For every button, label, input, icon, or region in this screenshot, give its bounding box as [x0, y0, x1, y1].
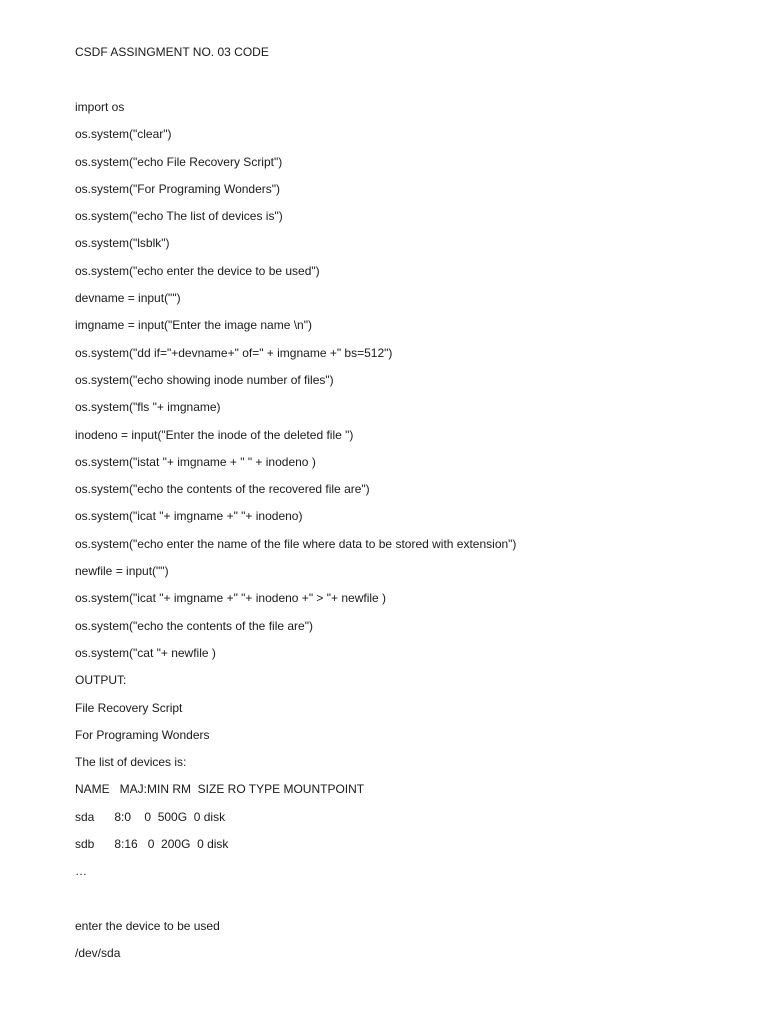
- code-line: os.system("echo the contents of the file are"): [75, 618, 313, 633]
- blank-line: [75, 891, 516, 918]
- output-line: sdb 8:16 0 200G 0 disk: [75, 837, 229, 852]
- code-line: os.system("lsblk"): [75, 236, 170, 251]
- output-line: sda 8:0 0 500G 0 disk: [75, 809, 226, 824]
- output-line: NAME MAJ:MIN RM SIZE RO TYPE MOUNTPOINT: [75, 782, 365, 797]
- code-line: os.system("For Programing Wonders"): [75, 181, 281, 196]
- code-line: newfile = input(""): [75, 564, 169, 579]
- output-line: The list of devices is:: [75, 755, 187, 770]
- document-title: CSDF ASSINGMENT NO. 03 CODE: [75, 45, 269, 59]
- code-line: os.system("cat "+ newfile ): [75, 645, 216, 660]
- output-line: enter the device to be used: [75, 918, 220, 933]
- output-line: …: [75, 864, 87, 879]
- code-line: inodeno = input("Enter the inode of the deleted file "): [75, 427, 354, 442]
- code-line: os.system("echo showing inode number of files"): [75, 372, 334, 387]
- code-line: os.system("echo The list of devices is"): [75, 209, 283, 224]
- output-heading: OUTPUT:: [75, 673, 127, 688]
- output-line: /dev/sda: [75, 946, 121, 961]
- code-line: os.system("echo enter the device to be used"): [75, 263, 320, 278]
- code-line: os.system("dd if="+devname+" of=" + imgname +" bs=512"): [75, 345, 393, 360]
- code-line: devname = input(""): [75, 291, 181, 306]
- code-line: os.system("echo the contents of the recovered file are"): [75, 482, 370, 497]
- code-line: imgname = input("Enter the image name \n"): [75, 318, 312, 333]
- document-body: [75, 99, 516, 973]
- output-line: File Recovery Script: [75, 700, 183, 715]
- code-line: os.system("echo enter the name of the file where data to be stored with extension"): [75, 536, 517, 551]
- code-line: os.system("fls "+ imgname): [75, 400, 221, 415]
- code-line: import os: [75, 100, 125, 114]
- code-line: os.system("clear"): [75, 127, 172, 142]
- code-line: os.system("icat "+ imgname +" "+ inodeno): [75, 509, 303, 524]
- output-line: For Programing Wonders: [75, 727, 210, 742]
- code-line: os.system("echo File Recovery Script"): [75, 154, 283, 169]
- code-line: os.system("icat "+ imgname +" "+ inodeno +" > "+ newfile ): [75, 591, 387, 606]
- code-line: os.system("istat "+ imgname + " " + inodeno ): [75, 454, 316, 469]
